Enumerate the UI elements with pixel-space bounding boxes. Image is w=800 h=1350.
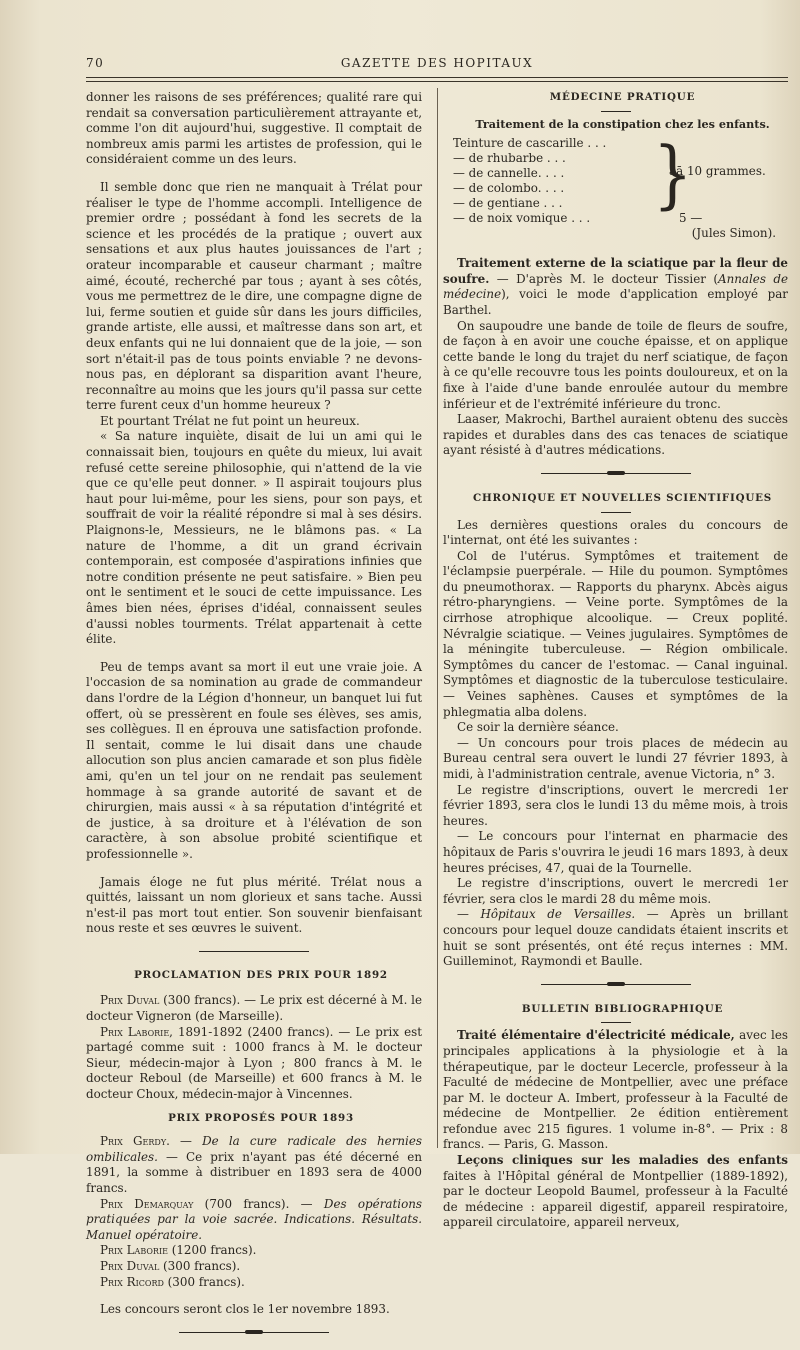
ingredient: — de noix vomique . . . [453, 211, 591, 226]
paragraph: Laaser, Makrochi, Barthel auraient obtenu des succès rapides et durables dans des cas tenaces de sciatique ayant résisté à d'autres médications. [443, 412, 788, 458]
text: ), voici le mode d'application employé par Barthel. [443, 287, 788, 317]
prize-name: Prix Duval [100, 1258, 160, 1273]
paragraph: donner les raisons de ses préférences; qualité rare qui rendait sa conversation particulièrement attrayante et, comme l'on dit aujourd'hui, suggestive. Il comptait de nombreux amis parmi les artistes de profession, qui le considéraient comme un des leurs. [86, 90, 422, 167]
section-title-proclamation: PROCLAMATION DES PRIX POUR 1892 [134, 968, 388, 981]
page-header [86, 56, 788, 78]
paragraph: Col de l'utérus. Symptômes et traitement de l'éclampsie puerpérale. — Hile du poumon. Symptômes du pneumothorax. — Rapports du pharynx. Abcès aigus rétro-pharyngiens. — Veine porte. Symptômes de la cirrhose atrophique alcoolique. — Creux poplité. Névralgie sciatique. — Veines jugulaires. Symptômes de la méningite tuberculeuse. — Région ombilicale. Symptômes du cancer de l'estomac. — Canal inguinal. Symptômes et diagnostic de la tuberculose testiculaire. — Veines saphènes. Causes et symptômes de la phlegmatia alba dolens. [443, 548, 788, 719]
ingredient: — de cannelle. . . . [453, 166, 565, 181]
biblio-entry [443, 1153, 788, 1231]
title-rule [601, 1022, 631, 1023]
subsection-title-sciatique: Traitement externe de la sciatique par la fleur de soufre. [443, 256, 788, 286]
prize-name: Prix Demarquay [100, 1196, 194, 1211]
ingredient: — de gentiane . . . [453, 196, 563, 211]
paragraph: Et pourtant Trélat ne fut point un heureux. [100, 413, 360, 428]
prize-entry [86, 1243, 422, 1259]
prize-entry [86, 1134, 422, 1196]
prize-sep: . — [166, 1134, 203, 1149]
section-title-proposes: PRIX PROPOSÉS POUR 1893 [168, 1111, 354, 1124]
recipe-dose-noix: 5 — [679, 211, 703, 226]
text: — D'après M. le docteur Tissier ( [489, 271, 718, 286]
prize-entry [86, 1259, 422, 1275]
title-rule [601, 512, 631, 513]
subsection-title-constipation: Traitement de la constipation chez les enfants. [475, 116, 770, 131]
paragraph: Le registre d'inscriptions, ouvert le mercredi 1er février 1893, sera clos le lundi 13 du même mois, à trois heures. [443, 782, 788, 828]
prize-text: (300 francs). [163, 1274, 245, 1289]
column-divider [437, 88, 438, 1148]
book-title: Leçons cliniques sur les maladies des enfants [457, 1153, 788, 1168]
paragraph [443, 907, 788, 969]
prize-entry [86, 993, 422, 1024]
prize-name: Prix Laborie [100, 1024, 170, 1039]
prize-name: Prix Laborie [100, 1243, 168, 1258]
paragraph: On saupoudre une bande de toile de fleurs de soufre, de façon à en avoir une couche épaisse, et on applique cette bande le long du trajet du nerf sciatique, de façon à ce qu'elle recouvre tous les points douloureux, et on la fixe à l'aide d'une bande enroulée autour du membre inférieur et de l'extrémité inférieure du tronc. [443, 318, 788, 411]
paragraph: Jamais éloge ne fut plus mérité. Trélat nous a quittés, laissant un nom glorieux et sans tache. Aussi n'est-il pas mort tout entier. Son souvenir bienfaisant nous reste et ses œuvres le suivent. [86, 874, 422, 936]
right-column [443, 90, 788, 1231]
ingredient: — de rhubarbe . . . [453, 151, 566, 166]
title-rule [601, 111, 631, 112]
text: — [457, 907, 481, 922]
text: faites à l'Hôpital général de Montpellier (1889-1892), par le docteur Leopold Baumel, professeur à la Faculté de médecine : appareil digestif, appareil respiratoire, appareil circulatoire, appareil nerveux, [443, 1168, 788, 1230]
text: — Après un brillant concours pour lequel douze candidats étaient inscrits et huit se sont présentés, ont été reçus internes : MM. Guilleminot, Raymondi et Baulle. [443, 907, 789, 969]
journal-ref: Annales de médecine [443, 271, 788, 302]
left-column [86, 90, 422, 1350]
ornament-rule [541, 471, 691, 477]
paragraph [443, 256, 788, 318]
brace-glyph: } [653, 129, 693, 218]
prize-entry [86, 1025, 422, 1103]
paragraph: Le registre d'inscriptions, ouvert le mercredi 1er février, sera clos le mardi 28 du même mois. [443, 876, 788, 906]
prize-subject: De la cure radicale des hernies ombilicales. [86, 1134, 422, 1164]
prize-sep: (700 francs). — [193, 1196, 324, 1211]
prize-text: , 1891-1892 (2400 francs). — Le prix est partagé comme suit : 1000 francs à M. le docteur Sieur, médecin-major à Lyon ; 800 francs à M. le docteur Reboul (de Marseille) et 600 francs à M. le docteur Choux, médecin-major à Vincennes. [86, 1024, 422, 1102]
journal-title: GAZETTE DES HOPITAUX [340, 56, 534, 70]
prize-name: Prix Gerdy [100, 1134, 167, 1149]
ornament-rule [541, 982, 691, 988]
place-name: Hôpitaux de Versailles. [480, 907, 636, 922]
paragraph: Il semble donc que rien ne manquait à Trélat pour réaliser le type de l'homme accompli. Intelligence de premier ordre ; possédant à fond les secrets de la science et les procédés de la pratique ; ouvert aux sensations et aux plus hautes jouissances de l'art ; orateur incomparable et causeur charmant ; maître aimé, écouté, recherché par tous ; ayant à ses côtés, vous me permettrez de le dire, une compagne digne de lui, ferme soutien et guide sûr dans les jours difficiles, grande artiste, elle aussi, et maîtresse dans son art, et deux enfants qui ne lui donnaient que de la joie, — son sort n'était-il pas de tous points enviable ? ne devons-nous pas, en déplorant sa disparition avant l'heure, reconnaître au moins que les jours qu'il passa sur cette terre furent ceux d'un homme heureux ? [86, 179, 422, 413]
page-number: 70 [86, 56, 105, 70]
prize-name: Prix Ricord [100, 1274, 164, 1289]
recipe-block [443, 129, 788, 256]
prize-entry [86, 1275, 422, 1291]
biblio-entry [443, 1028, 788, 1153]
paragraph: Ce soir la dernière séance. [457, 720, 619, 735]
header-rule [86, 77, 788, 78]
prize-text: (1200 francs). [167, 1243, 257, 1258]
prize-text: (300 francs). — Le prix est décerné à M. le docteur Vigneron (de Marseille). [86, 993, 423, 1024]
prize-entry [86, 1197, 422, 1244]
paragraph: « Sa nature inquiète, disait de lui un ami qui le connaissait bien, toujours en quête du mieux, lui avait refusé cette sereine philosophie, qui n'attend de la vie que ce qu'elle peut donner. » Il aspirait toujours plus haut pour lui-même, pour les siens, pour son pays, et souffrait de voir la réalité répondre si mal à ses désirs. Plaignons-le, Messieurs, ne le blâmons pas. « La nature de l'homme, a dit un grand écrivain contemporain, est composée d'aspirations infinies que notre condition présente ne peut satisfaire. » Bien peu ont le sentiment et le souci de cette impuissance. Les âmes bien nées, éprises d'idéal, connaissent seules d'aussi nobles tourments. Trélat appartenait à cette élite. [86, 429, 422, 647]
book-title: Traité élémentaire d'électricité médicale, [457, 1028, 735, 1043]
section-title-medecine: MÉDECINE PRATIQUE [549, 91, 696, 103]
paragraph: Les dernières questions orales du concours de l'internat, ont été les suivantes : [443, 517, 788, 548]
prize-subject: Des opérations pratiquées par la voie sacrée. Indications. Résultats. Manuel opératoire. [86, 1196, 422, 1242]
section-rule [199, 951, 309, 952]
section-title-chronique: CHRONIQUE ET NOUVELLES SCIENTIFIQUES [472, 491, 773, 504]
recipe-signature: (Jules Simon). [691, 226, 776, 241]
ingredient: — de colombo. . . . [453, 181, 565, 196]
prize-text: (300 francs). [159, 1258, 241, 1273]
paragraph: — Un concours pour trois places de médecin au Bureau central sera ouvert le lundi 27 février 1893, à midi, à l'administration centrale, avenue Victoria, n° 3. [443, 735, 788, 781]
concours-note: Les concours seront clos le 1er novembre 1893. [100, 1302, 390, 1317]
paragraph: — Le concours pour l'internat en pharmacie des hôpitaux de Paris s'ouvrira le jeudi 16 mars 1893, à deux heures précises, 47, quai de la Tournelle. [443, 829, 788, 875]
prize-text: — Ce prix n'ayant pas été décerné en 1891, la somme à distribuer en 1893 sera de 4000 francs. [86, 1149, 422, 1195]
ingredient: Teinture de cascarille . . . [453, 136, 607, 151]
text: avec les principales applications à la physiologie et à la thérapeutique, par le docteur Lecercle, professeur à la Faculté de médecine de Montpellier, avec une préface par M. le docteur A. Imbert, professeur à la Faculté de médecine de Montpellier. 2e édition entièrement refondue avec 215 figures. 1 volume in-8°. — Prix : 8 francs. — Paris, G. Masson. [443, 1028, 788, 1152]
recipe-dose: āā 10 grammes. [669, 164, 766, 179]
header-rule-double [86, 81, 788, 82]
paragraph: Peu de temps avant sa mort il eut une vraie joie. A l'occasion de sa nomination au grade de commandeur dans l'ordre de la Légion d'honneur, un banquet lui fut offert, où se pressèrent en foule ses élèves, ses amis, ses collègues. Il en éprouva une satisfaction profonde. Il sentait, comme le lui disait dans une chaude allocution son plus ancien camarade et son plus fidèle ami, qu'en un tel jour on ne rendait pas seulement hommage à sa grande autorité de savant et de chirurgien, mais aussi « à sa réputation d'intégrité et de justice, à sa droiture et à l'élévation de son caractère, à son absolue probité scientifique et professionnelle ». [86, 659, 422, 861]
section-title-bulletin: BULLETIN BIBLIOGRAPHIQUE [521, 1002, 724, 1015]
ornament-rule [179, 1330, 329, 1336]
prize-name: Prix Duval [100, 993, 160, 1008]
